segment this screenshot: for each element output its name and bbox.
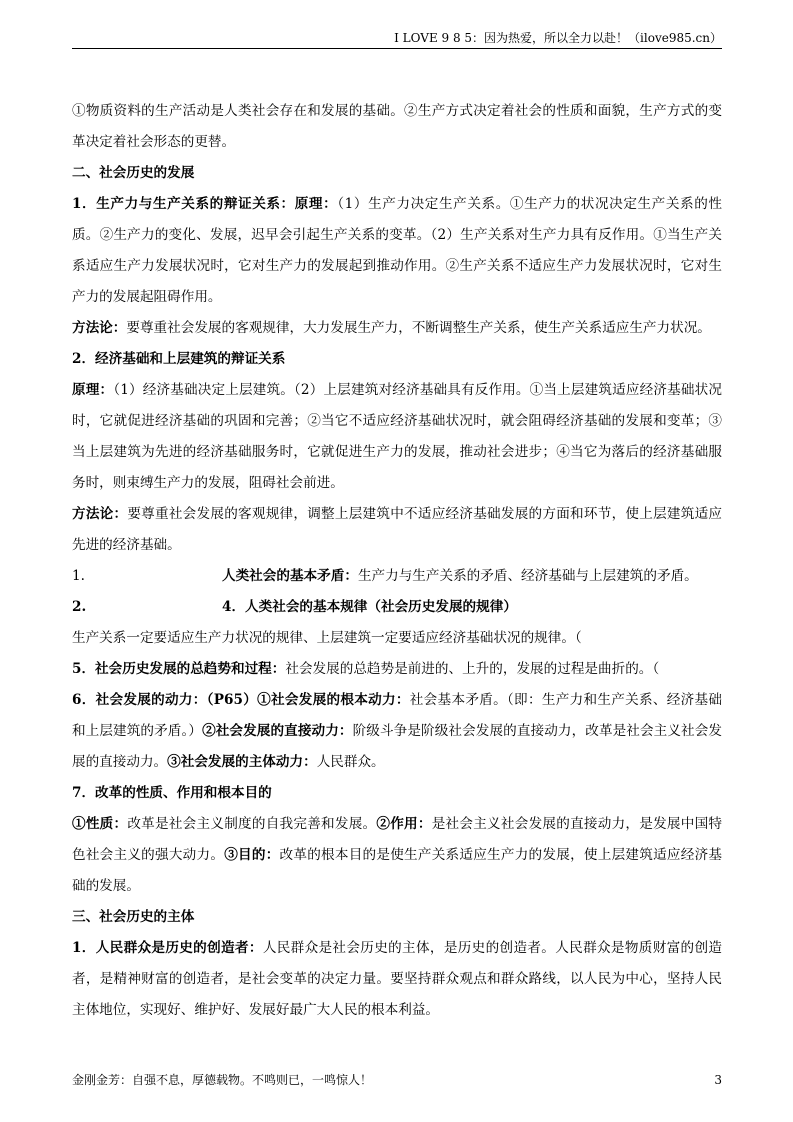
item-6-text-2: 阶级斗争是阶级社会发展的直接动力，改革是社会主义社会发展的直接动力。 <box>72 723 723 770</box>
item-1-principle-label: 原理： <box>294 196 338 212</box>
page-header: I LOVE 9 8 5：因为热爱，所以全力以赴！（ilove985.cn） <box>394 31 722 45</box>
item-4-number: 2. <box>72 599 87 615</box>
item-1-method-label: 方法论： <box>72 320 127 336</box>
item-7-label-2: ②作用： <box>376 816 432 832</box>
document-body <box>72 96 722 1026</box>
item-1-principle-text: （1）生产力决定生产关系。①生产力的状况决定生产关系的性质。②生产力的变化、发展，迟早会引起生产关系的变革。（2）生产关系对生产力具有反作用。①当生产关系适应生产力发展状况时，它对生产力的发展起到推动作用。②生产关系不适应生产力发展状况时，它对生产力的发展起阻碍作用。 <box>72 196 722 305</box>
item-1-method <box>72 313 722 344</box>
header-divider <box>72 48 722 49</box>
item-2-title: 2．经济基础和上层建筑的辩证关系 <box>72 351 286 367</box>
item-6-text-1: 社会基本矛盾。（即：生产力和生产关系、经济基础和上层建筑的矛盾。） <box>72 692 723 739</box>
item-2-method-text: 要尊重社会发展的客观规律，调整上层建筑中不适应经济基础发展的方面和环节，使上层建筑适应先进的经济基础。 <box>72 506 723 553</box>
page-number: 3 <box>714 1073 722 1087</box>
item-7-label-1: ①性质： <box>72 816 128 832</box>
item-1-title: 1．生产力与生产关系的辩证关系： <box>72 196 295 212</box>
item-6-text-3: 人民群众。 <box>316 754 385 770</box>
item-6-label-3: ③社会发展的主体动力： <box>167 754 317 770</box>
item-8-title: 1．人民群众是历史的创造者： <box>72 940 263 956</box>
item-7-label-3: ③目的： <box>224 847 280 863</box>
item-1-method-text: 要尊重社会发展的客观规律，大力发展生产力，不断调整生产关系，使生产关系适应生产力状况。 <box>126 320 711 336</box>
item-4-heading <box>72 592 722 623</box>
item-2-principle-label: 原理： <box>72 382 114 398</box>
item-6-title: 6．社会发展的动力：（P65）①社会发展的根本动力： <box>72 692 410 708</box>
section-heading-3: 三、社会历史的主体 <box>72 909 195 925</box>
item-5-text: 社会发展的总趋势是前进的、上升的，发展的过程是曲折的。（ <box>285 661 660 677</box>
item-3 <box>72 561 722 592</box>
item-5-title: 5．社会历史发展的总趋势和过程： <box>72 661 286 677</box>
item-2-principle <box>72 375 722 499</box>
item-2-principle-text: （1）经济基础决定上层建筑。（2）上层建筑对经济基础具有反作用。①当上层建筑适应经济基础状况时，它就促进经济基础的巩固和完善；②当它不适应经济基础状况时，就会阻碍经济基础的发展和变革；③当上层建筑为先进的经济基础服务时，它就促进生产力的发展，推动社会进步；④当它为落后的经济基础服务时，则束缚生产力的发展，阻碍社会前进。 <box>72 382 722 491</box>
item-6 <box>72 685 722 778</box>
item-6-label-2: ②社会发展的直接动力： <box>202 723 353 739</box>
item-3-number: 1. <box>72 568 85 584</box>
item-5 <box>72 654 722 685</box>
item-2-method-label: 方法论： <box>72 506 128 522</box>
item-4-title: 4．人类社会的基本规律（社会历史发展的规律） <box>222 599 517 615</box>
footer-motto: 金刚金芳：自强不息，厚德载物。不鸣则已，一鸣惊人！ <box>72 1073 373 1087</box>
item-7-text-1: 改革是社会主义制度的自我完善和发展。 <box>127 816 377 832</box>
item-8 <box>72 933 722 1026</box>
item-4-text: 生产关系一定要适应生产力状况的规律、上层建筑一定要适应经济基础状况的规律。（ <box>72 630 582 646</box>
section-heading-2: 二、社会历史的发展 <box>72 165 195 181</box>
item-7-text-3: 改革的根本目的是使生产关系适应生产力的发展，使上层建筑适应经济基础的发展。 <box>72 847 723 894</box>
item-8-text: 人民群众是社会历史的主体，是历史的创造者。人民群众是物质财富的创造者，是精神财富的创造者，是社会变革的决定力量。要坚持群众观点和群众路线，以人民为中心，坚持人民主体地位，实现好、维护好、发展好最广大人民的根本利益。 <box>72 940 722 1018</box>
item-7-body <box>72 809 722 902</box>
item-1-principle <box>72 189 722 313</box>
item-3-text: 生产力与生产关系的矛盾、经济基础与上层建筑的矛盾。 <box>357 568 698 584</box>
item-3-title: 人类社会的基本矛盾： <box>222 568 358 584</box>
intro-paragraph: ①物质资料的生产活动是人类社会存在和发展的基础。②生产方式决定着社会的性质和面貌，生产方式的变革决定着社会形态的更替。 <box>72 103 722 150</box>
item-2-method <box>72 499 722 561</box>
item-7-text-2: 是社会主义社会发展的直接动力，是发展中国特色社会主义的强大动力。 <box>72 816 723 863</box>
item-7-title: 7．改革的性质、作用和根本目的 <box>72 785 272 801</box>
